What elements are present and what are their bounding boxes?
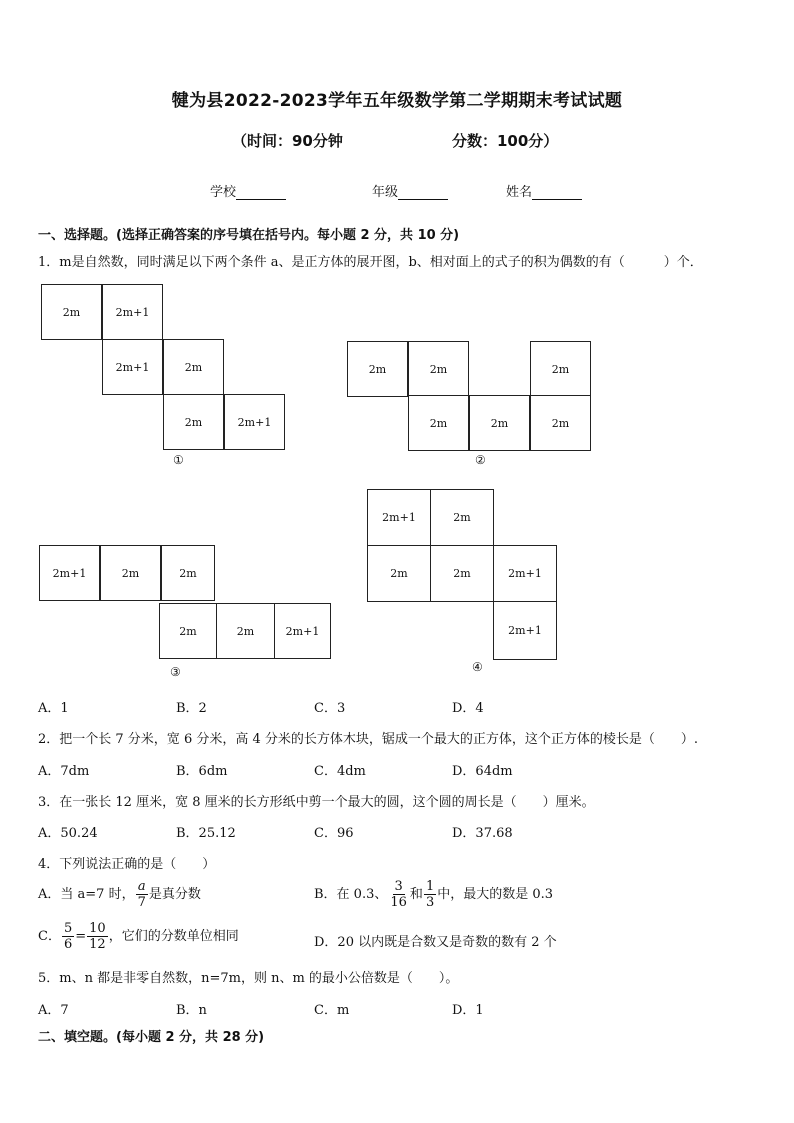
net-cell: 2m+1: [102, 339, 163, 395]
net-cell: 2m: [430, 489, 494, 546]
fraction-3-16: $\frac{3}{16}$: [390, 879, 407, 910]
net-cell: 2m+1: [39, 545, 100, 601]
question-3: 3．在一张长 12 厘米，宽 8 厘米的长方形纸中剪一个最大的圆，这个圆的周长是（ ）厘米。: [38, 795, 595, 810]
q2-option-d: D．64dm: [452, 764, 513, 779]
grade-blank: [398, 185, 448, 200]
net-cell: 2m+1: [102, 284, 163, 340]
name-blank: [532, 185, 582, 200]
q5-option-d: D．1: [452, 1003, 484, 1018]
q1-option-b: B．2: [176, 701, 207, 716]
net-cell: 2m: [163, 394, 224, 450]
fraction-5-6: $\frac{5}{6}$: [63, 921, 73, 952]
q1-option-a: A．1: [38, 701, 69, 716]
fraction-a-over-7: $\frac{a}{7}$: [137, 879, 146, 910]
school-field: [210, 181, 286, 200]
net-cell: 2m: [367, 545, 431, 602]
net-cell: 2m: [100, 545, 161, 601]
q3-option-c: C．96: [314, 826, 354, 841]
net-cell: 2m: [530, 395, 591, 451]
net-cell: 2m: [347, 341, 408, 397]
net-cell: 2m: [530, 341, 591, 397]
fraction-10-12: $\frac{10}{12}$: [89, 921, 106, 952]
q3-option-d: D．37.68: [452, 826, 513, 841]
name-label: 姓名: [506, 185, 533, 200]
school-label: 学校: [210, 185, 237, 200]
net-cell: 2m: [408, 341, 469, 397]
q3-option-b: B．25.12: [176, 826, 236, 841]
net-cell: 2m+1: [367, 489, 431, 546]
net-cell: 2m+1: [493, 601, 557, 660]
q4-option-a: A．当 a=7 时， $\frac{a}{7}$ 是真分数: [38, 879, 201, 910]
net-cell: 2m: [408, 395, 469, 451]
question-5: 5．m、n 都是非零自然数，n=7m，则 n、m 的最小公倍数是（ ）。: [38, 971, 459, 986]
q4-option-d: D．20 以内既是合数又是奇数的数有 2 个: [314, 935, 557, 950]
grade-field: [372, 181, 448, 200]
q2-option-a: A．7dm: [38, 764, 90, 779]
question-1: 1．m是自然数，同时满足以下两个条件 a、是正方体的展开图，b、相对面上的式子的积为偶数的有（ ）个．: [38, 255, 703, 270]
q5-option-b: B．n: [176, 1003, 207, 1018]
q4-option-b: B．在 0.3、 $\frac{3}{16}$ 和 $\frac{1}{3}$ 中，最大的数是 0.3: [314, 879, 554, 910]
net-cell: 2m: [216, 603, 275, 659]
q3-option-a: A．50.24: [38, 826, 98, 841]
question-4: 4．下列说法正确的是（ ）: [38, 857, 216, 872]
figure-label: ④: [472, 660, 483, 674]
q4-option-c: C． $\frac{5}{6}$ = $\frac{10}{12}$ ，它们的分数单位相同: [38, 921, 239, 952]
page-title: 犍为县2022-2023学年五年级数学第二学期期末考试试题: [171, 91, 623, 111]
section-1-heading: 一、选择题。(选择正确答案的序号填在括号内。每小题 2 分，共 10 分): [38, 228, 460, 243]
net-cell: 2m: [159, 603, 217, 659]
figure-label: ②: [475, 453, 486, 467]
question-2: 2．把一个长 7 分米，宽 6 分米，高 4 分米的长方体木块，锯成一个最大的正方体，这个正方体的棱长是（ ）.: [38, 732, 699, 747]
net-cell: 2m: [469, 395, 530, 451]
section-2-heading: 二、填空题。(每小题 2 分，共 28 分): [38, 1030, 265, 1045]
q2-option-b: B．6dm: [176, 764, 228, 779]
figure-label: ③: [170, 665, 181, 679]
net-cell: 2m: [430, 545, 494, 602]
q1-option-c: C．3: [314, 701, 346, 716]
name-field: [506, 181, 582, 200]
fraction-1-3: $\frac{1}{3}$: [425, 879, 435, 910]
grade-label: 年级: [372, 185, 399, 200]
net-cell: 2m+1: [274, 603, 331, 659]
school-blank: [236, 185, 286, 200]
net-cell: 2m: [163, 339, 224, 395]
net-cell: 2m+1: [493, 545, 557, 602]
figure-label: ①: [173, 453, 184, 467]
exam-score: 分数：100分）: [452, 132, 559, 150]
net-cell: 2m: [41, 284, 102, 340]
q5-option-c: C．m: [314, 1003, 350, 1018]
q2-option-c: C．4dm: [314, 764, 366, 779]
q1-option-d: D．4: [452, 701, 484, 716]
net-cell: 2m+1: [224, 394, 285, 450]
exam-time: （时间：90分钟: [232, 132, 343, 150]
q5-option-a: A．7: [38, 1003, 69, 1018]
net-cell: 2m: [161, 545, 215, 601]
